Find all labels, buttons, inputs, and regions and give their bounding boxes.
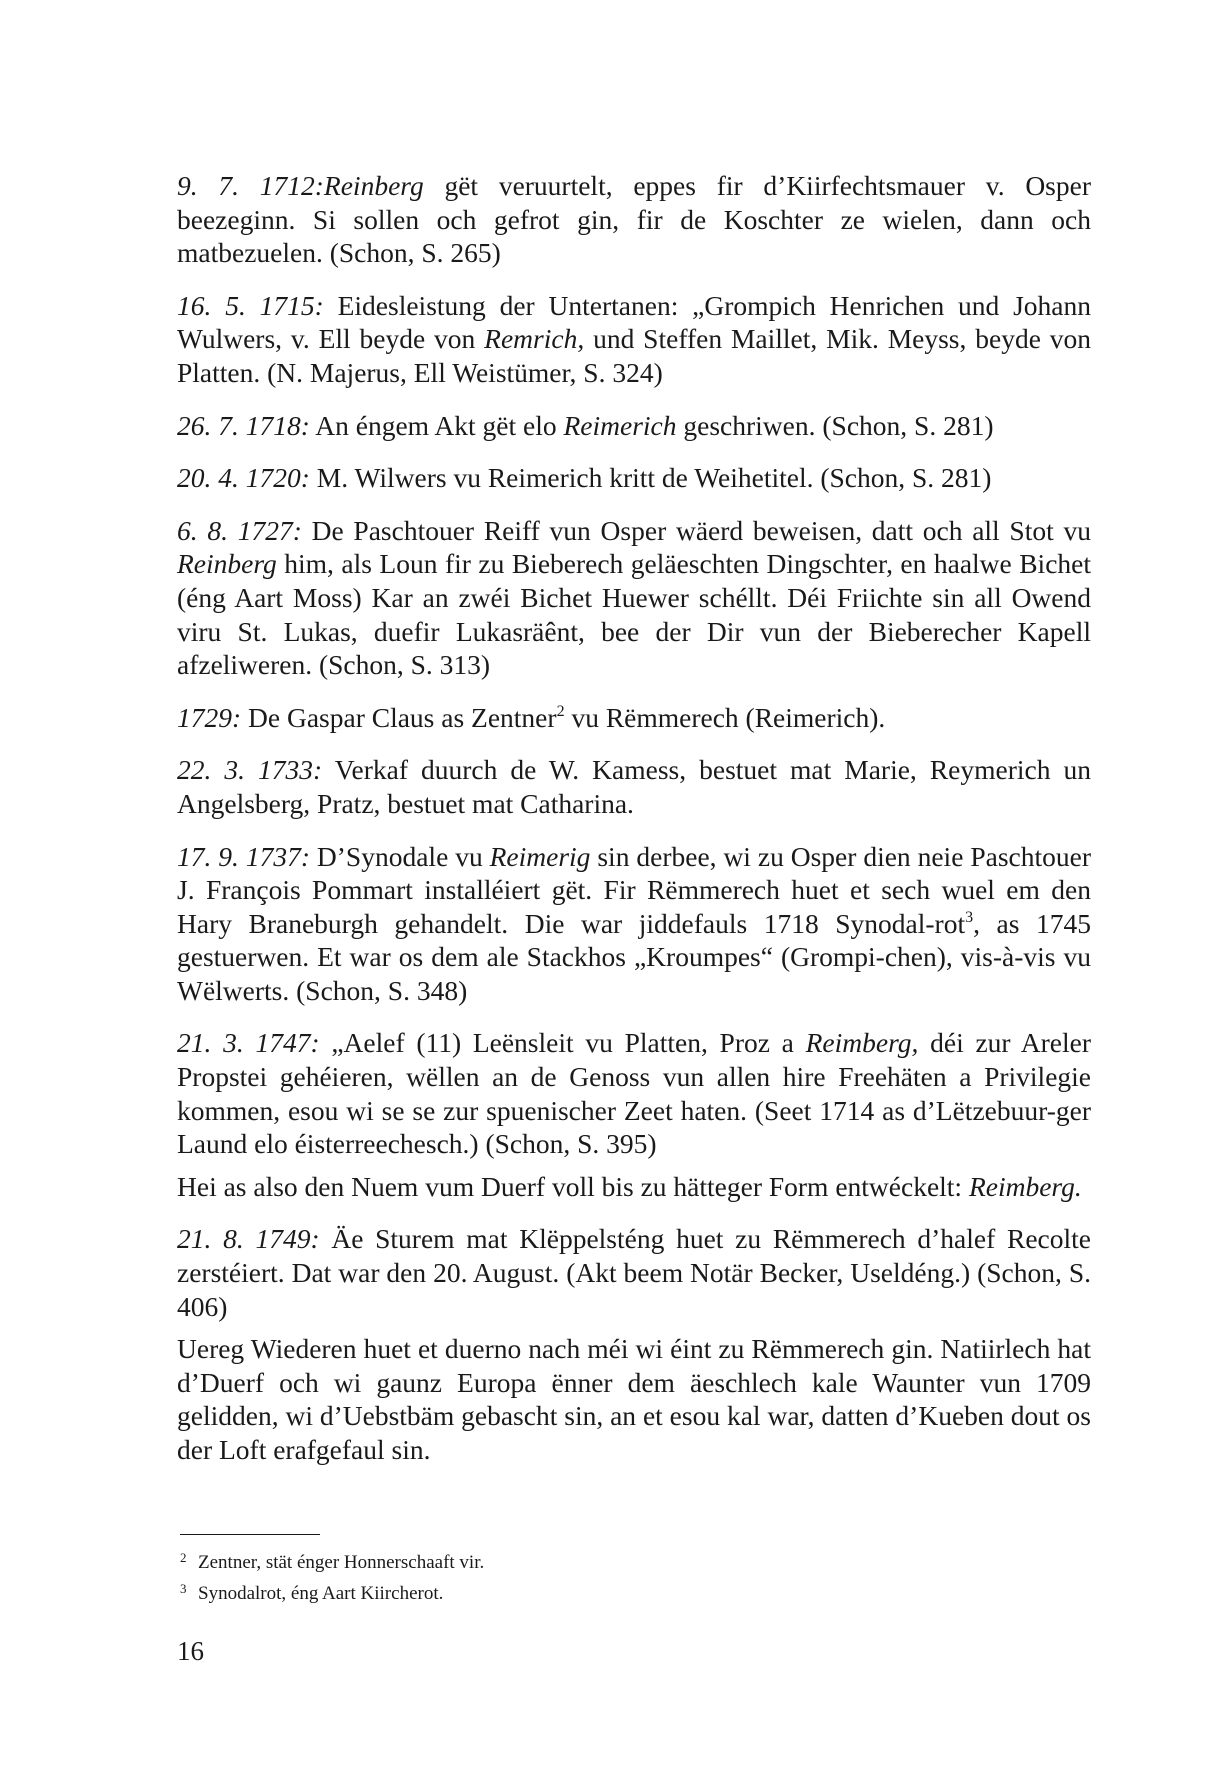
chronicle-entry [177,409,1091,443]
page-body [177,169,1091,1467]
entry-text: Eidesleistung der Untertanen: „Grompich Henrichen und Johann Wulwers, v. Ell beyde von [177,289,1091,355]
place-name: Remrich, [484,323,585,355]
place-name: Reimberg, [805,1027,919,1059]
chronicle-entry [177,701,1091,735]
chronicle-entry [177,461,1091,495]
entry-date: 17. 9. 1737: [177,840,310,872]
entry-text: déi zur Areler Propstei gehéieren, wëllen an de Genoss vun allen hire Freehäten a Privilegie kommen, esou wi se se zur spuenischer Zeet haten. (Seet 1714 as d’Lëtzebuur-ger Laund elo éisterreechesch.) (Schon, S. 395) [177,1027,1091,1160]
entry-1749 [177,1222,1091,1323]
entry-text: „Aelef (11) Leënsleit vu Platten, Proz a [319,1027,806,1059]
footnote [180,1576,1080,1607]
paragraph-uereg: Uereg Wiederen huet et duerno nach méi wi éint zu Rëmmerech gin. Natiirlech hat d’Duerf och wi gaunz Europa ënner dem äeschlech kale Waunter vun 1709 gelidden, wi d’Uebstbäm gebascht sin, an et esou kal war, datten d’Kueben dout os der Loft erafgefaul sin. [177,1333,1091,1465]
chronicle-entry [177,753,1091,820]
entry-text: him, als Loun fir zu Bieberech geläeschten Dingschter, en haalwe Bichet (éng Aart Moss) Kar an zwéi Bichet Huewer schéllt. Déi Friichte sin all Owend viru St. Lukas, duefir Lukasräênt, bee der Dir vun der Bieberecher Kapell afzeliweren. (Schon, S. 313) [177,548,1091,681]
entry-date: 26. 7. 1718: [177,409,310,441]
entry-text: vu Rëmmerech (Reimerich). [564,701,886,733]
chronicle-entry [177,169,1091,270]
paragraph-reimberg [177,1170,1091,1204]
entry-text: D’Synodale vu [310,840,490,872]
entry-text: De Paschtouer Reiff vun Osper wäerd beweisen, datt och all Stot vu [301,514,1091,546]
entry-date: 21. 3. 1747: [177,1027,320,1059]
entry-text: sin derbee, wi zu Osper dien neie Paschtouer J. François Pommart installéiert gët. Fir Rëmmerech huet et sech wuel em den Hary Braneburgh gehandelt. Die war jiddefauls 1718 Synodal-rot [177,840,1091,939]
entry-text: M. Wilwers vu Reimerich kritt de Weihetitel. (Schon, S. 281) [309,462,992,494]
chronicle-entry [177,514,1091,682]
place-name: Reimerig [489,840,591,872]
footnote-rule [180,1534,320,1535]
footnote-mark: 3 [180,1581,187,1596]
chronicle-entries [177,169,1091,1161]
place-name: Reimberg. [968,1170,1082,1202]
footnote-text: Synodalrot, éng Aart Kiircherot. [198,1583,444,1604]
chronicle-entry [177,289,1091,390]
entry-text: Verkaf duurch de W. Kamess, bestuet mat Marie, Reymerich un Angelsberg, Pratz, bestuet mat Catharina. [177,754,1091,819]
entry-text: An éngem Akt gët elo [309,409,564,441]
chronicle-entry [177,840,1091,1008]
footnote [180,1545,1080,1576]
entry-date: 9. 7. 1712: [177,170,324,201]
entry-date: 6. 8. 1727: [177,514,302,546]
place-name: Reinberg [177,548,277,580]
entry-date: 21. 8. 1749: [177,1223,320,1255]
entry-text: , as 1745 gestuerwen. Et war os dem ale Stackhos „Kroumpes“ (Grompi-chen), vis-à-vis vu Wëlwerts. (Schon, S. 348) [177,907,1091,1006]
chronicle-entry [177,1026,1091,1160]
page-number: 16 [177,1636,204,1666]
footnote-reference: 3 [965,908,974,926]
entry-date: 20. 4. 1720: [177,462,310,494]
entry-text: Äe Sturem mat Klëppelsténg huet zu Rëmmerech d’halef Recolte zerstéiert. Dat war den 20. August. (Akt beem Notär Becker, Useldéng.) (Schon, S. 406) [177,1223,1091,1322]
entry-date: 16. 5. 1715: [177,289,324,321]
place-name: Reinberg [323,170,424,201]
footnotes [180,1545,1080,1607]
place-name: Reimerich [563,409,677,441]
footnote-reference: 2 [556,702,565,720]
entry-date: 1729: [177,701,242,733]
entry-text: geschriwen. (Schon, S. 281) [676,409,994,441]
entry-text: und Steffen Maillet, Mik. Meyss, beyde von Platten. (N. Majerus, Ell Weistümer, S. 324) [177,323,1092,388]
paragraph-text: Hei as also den Nuem vum Duerf voll bis zu hätteger Form entwéckelt: [177,1170,969,1202]
footnote-text: Zentner, stät énger Honnerschaaft vir. [198,1552,485,1573]
entry-text: gët veruurtelt, eppes fir d’Kiirfechtsmauer v. Osper beezeginn. Si sollen och gefrot gin, fir de Koschter ze wielen, dann och matbezuelen. (Schon, S. 265) [177,170,1091,269]
footnote-mark: 2 [180,1550,187,1565]
entry-date: 22. 3. 1733: [177,754,323,786]
entry-text: De Gaspar Claus as Zentner [241,701,557,733]
